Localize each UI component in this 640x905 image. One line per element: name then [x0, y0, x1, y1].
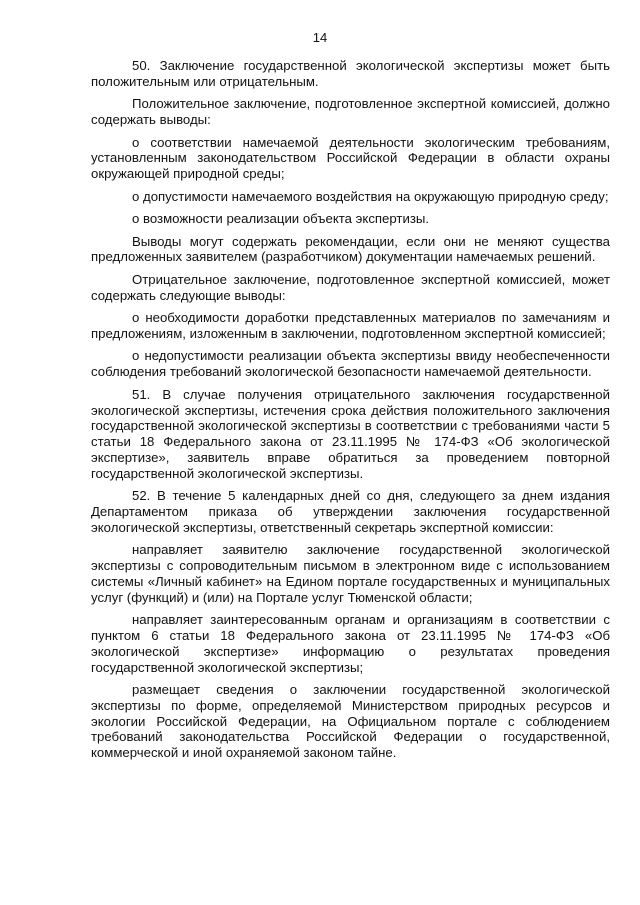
paragraph-need-revision: о необходимости доработки представленных материалов по замечаниям и предложениям, изложенным в заключении, подготовленном экспертной комиссией;: [91, 310, 610, 341]
paragraph-publishes-info: размещает сведения о заключении государственной экологической экспертизы по форме, определяемой Министерством природных ресурсов и экологии Российской Федерации, на Официальном портале с соблюдением требований законодательства Российской Федерации о государственной, коммерческой и иной охраняемой законом тайне.: [91, 682, 610, 761]
paragraph-inadmissibility: о недопустимости реализации объекта экспертизы ввиду необеспеченности соблюдения требований экологической безопасности намечаемой деятельности.: [91, 348, 610, 380]
document-body: [91, 58, 610, 768]
paragraph-item-50: 50. Заключение государственной экологической экспертизы может быть положительным или отрицательным.: [91, 58, 610, 89]
paragraph-positive-conclusion: Положительное заключение, подготовленное экспертной комиссией, должно содержать выводы:: [91, 96, 610, 128]
paragraph-compliance: о соответствии намечаемой деятельности экологическим требованиям, установленным законодательством Российской Федерации в области охраны окружающей природной среды;: [91, 134, 610, 182]
paragraph-item-51: 51. В случае получения отрицательного заключения государственной экологической экспертизы, истечения срока действия положительного заключения государственной экологической экспертизы в соответствии с требованиями части 5 статьи 18 Федерального закона от 23.11.1995 № 174-ФЗ «Об экологической экспертизе», заявитель вправе обратиться за проведением повторной государственной экологической экспертизы.: [91, 386, 610, 481]
page-number: 14: [312, 30, 328, 45]
paragraph-recommendations: Выводы могут содержать рекомендации, если они не меняют существа предложенных заявителем (разработчиком) документации намечаемых решений.: [91, 233, 610, 265]
paragraph-item-52: 52. В течение 5 календарных дней со дня, следующего за днем издания Департаментом приказа об утверждении заключения государственной экологической экспертизы, ответственный секретарь экспертной комиссии:: [91, 488, 610, 535]
paragraph-sends-to-applicant: направляет заявителю заключение государственной экологической экспертизы с сопроводительным письмом в электронном виде с использованием системы «Личный кабинет» на Едином портале государственных и муниципальных услуг (функций) и (или) на Портале услуг Тюменской области;: [91, 542, 610, 605]
paragraph-negative-conclusion: Отрицательное заключение, подготовленное экспертной комиссией, может содержать следующие выводы:: [91, 271, 610, 303]
paragraph-sends-to-bodies: направляет заинтересованным органам и организациям в соответствии с пунктом 6 статьи 18 Федерального закона от 23.11.1995 № 174-ФЗ «Об экологической экспертизе» информацию о результатах проведения государственной экологической экспертизы;: [91, 612, 610, 675]
paragraph-admissibility: о допустимости намечаемого воздействия на окружающую природную среду;: [132, 188, 609, 204]
paragraph-feasibility: о возможности реализации объекта экспертизы.: [132, 211, 430, 227]
